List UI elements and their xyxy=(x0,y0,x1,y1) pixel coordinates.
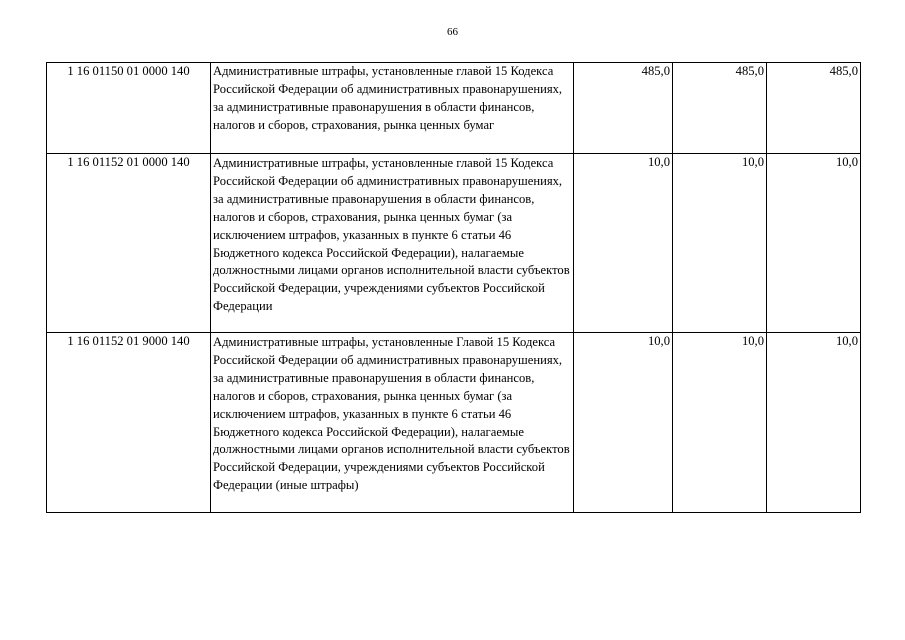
value-cell-year-2: 10,0 xyxy=(673,154,767,333)
budget-code-cell: 1 16 01150 01 0000 140 xyxy=(47,63,211,154)
description-cell: Административные штрафы, установленные Главой 15 Кодекса Российской Федерации об административных правонарушениях, за административные правонарушения в области финансов, налогов и сборов, страхования, рынка ценных бумаг (за исключением штрафов, указанных в пункте 6 статьи 46 Бюджетного кодекса Российской Федерации), налагаемые должностными лицами органов исполнительной власти субъектов Российской Федерации, учреждениями субъектов Российской Федерации (иные штрафы) xyxy=(211,333,574,513)
table-row xyxy=(47,63,861,154)
description-cell: Административные штрафы, установленные главой 15 Кодекса Российской Федерации об административных правонарушениях, за административные правонарушения в области финансов, налогов и сборов, страхования, рынка ценных бумаг (за исключением штрафов, указанных в пункте 6 статьи 46 Бюджетного кодекса Российской Федерации), налагаемые должностными лицами органов исполнительной власти субъектов Российской Федерации, учреждениями субъектов Российской Федерации xyxy=(211,154,574,333)
value-cell-year-1: 485,0 xyxy=(574,63,673,154)
value-cell-year-3: 10,0 xyxy=(767,333,861,513)
budget-code-cell: 1 16 01152 01 0000 140 xyxy=(47,154,211,333)
page-number: 66 xyxy=(447,26,458,38)
value-cell-year-1: 10,0 xyxy=(574,333,673,513)
revenue-table xyxy=(46,62,861,513)
value-cell-year-1: 10,0 xyxy=(574,154,673,333)
budget-code-cell: 1 16 01152 01 9000 140 xyxy=(47,333,211,513)
table-row xyxy=(47,154,861,333)
description-cell: Административные штрафы, установленные главой 15 Кодекса Российской Федерации об административных правонарушениях, за административные правонарушения в области финансов, налогов и сборов, страхования, рынка ценных бумаг xyxy=(211,63,574,154)
value-cell-year-3: 485,0 xyxy=(767,63,861,154)
value-cell-year-2: 10,0 xyxy=(673,333,767,513)
value-cell-year-3: 10,0 xyxy=(767,154,861,333)
value-cell-year-2: 485,0 xyxy=(673,63,767,154)
table-row xyxy=(47,333,861,513)
